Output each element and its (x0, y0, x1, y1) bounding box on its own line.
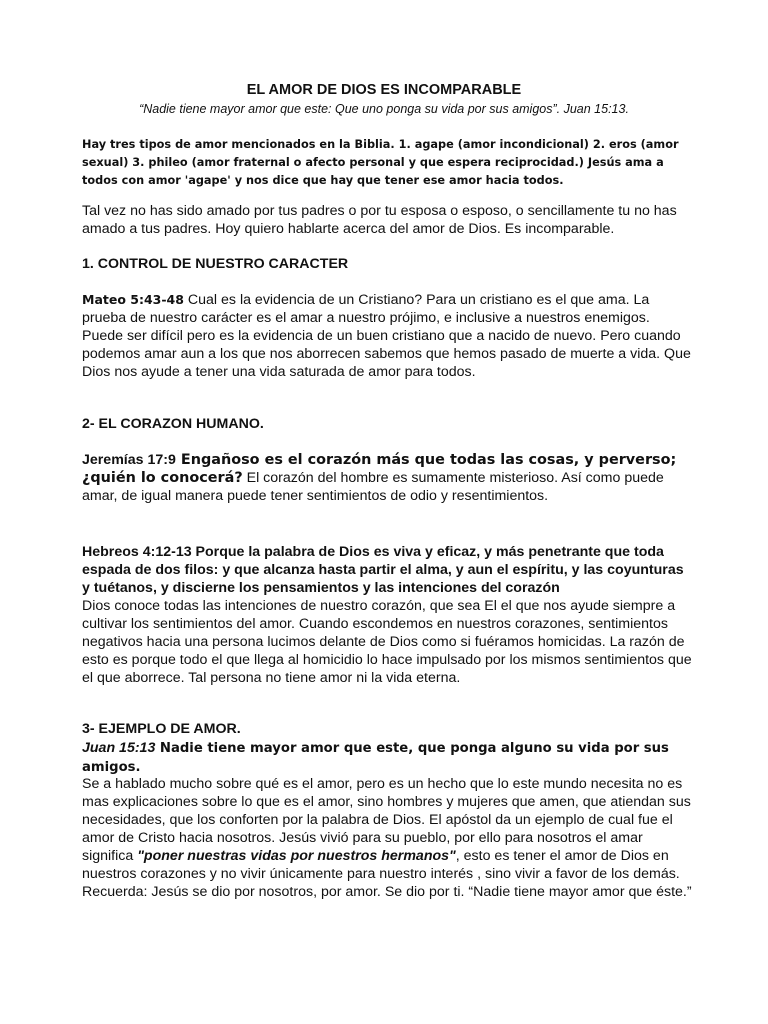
section-3-reference: Juan 15:13 (82, 740, 156, 756)
section-3-quote: "poner nuestras vidas por nuestros hermanos" (137, 848, 456, 864)
section-2-body: El corazón del hombre es sumamente misterioso. Así como puede amar, de igual manera puede tener sentimientos de odio y resentimientos. (82, 470, 664, 504)
section-3-paragraph (82, 775, 694, 901)
section-2-paragraph (82, 451, 694, 505)
hebreos-verse: Hebreos 4:12-13 Porque la palabra de Dios es viva y eficaz, y más penetrante que toda espada de dos filos: y que alcanza hasta partir el alma, y aun el espíritu, y las coyunturas y tuétanos, y discierne los pensamientos y las intenciones del corazón (82, 544, 684, 596)
opening-paragraph: Tal vez no has sido amado por tus padres o por tu esposa o esposo, o sencillamente tu no has amado a tus padres. Hoy quiero hablarte acerca del amor de Dios. Es incomparable. (82, 203, 677, 237)
document-title: EL AMOR DE DIOS ES INCOMPARABLE (246, 82, 522, 98)
section-3-verse-line (82, 739, 694, 777)
section-2-verse: Engañoso es el corazón más que todas las cosas, y perverso; ¿quién lo conocerá? (82, 452, 677, 486)
intro-paragraph: Hay tres tipos de amor mencionados en la Biblia. 1. agape (amor incondicional) 2. eros (amor sexual) 3. phileo (amor fraternal o afecto personal y que espera reciprocidad.) Jesús ama a todos con amor 'agape' y nos dice que hay que tener ese amor hacia todos. (82, 138, 679, 187)
section-1-body: Cual es la evidencia de un Cristiano? Para un cristiano es el que ama. La prueba de nuestro carácter es el amar a nuestro prójimo, e inclusive a nuestros enemigos. Puede ser difícil pero es la evidencia de un buen cristiano que a nacido de nuevo. Pero cuando podemos amar aun a los que nos aborrecen sabemos que hemos pasado de muerte a vida. Que Dios nos ayude a tener una vida saturada de amor para todos. (82, 292, 691, 380)
section-3-body-b: , esto es tener el amor de Dios en nuestros corazones y no vivir únicamente para nuestro interés , sino vivir a favor de los demás. Recuerda: Jesús se dio por nosotros, por amor. Se dio por ti. “Nadie tiene mayor amor que éste.” (82, 848, 692, 900)
epigraph-quote: “Nadie tiene mayor amor que este: Que uno ponga su vida por sus amigos”. Juan 15:13. (139, 102, 629, 116)
section-2-reference: Jeremías 17:9 (82, 452, 176, 468)
hebreos-commentary: Dios conoce todas las intenciones de nuestro corazón, que sea El el que nos ayude siempre a cultivar los sentimientos del amor. Cuando escondemos en nuestros corazones, sentimientos negativos hacia una persona lucimos delante de Dios como si fuéramos homicidas. La razón de esto es porque todo el que llega al homicidio lo hace impulsado por los mismos sentimientos que el que aborrece. Tal persona no tiene amor ni la vida eterna. (82, 598, 692, 686)
section-3-heading: 3- EJEMPLO DE AMOR. (82, 721, 241, 737)
section-1-heading: 1. CONTROL DE NUESTRO CARACTER (82, 256, 349, 272)
section-1-paragraph (82, 291, 694, 381)
section-3-verse: Nadie tiene mayor amor que este, que ponga alguno su vida por sus amigos. (82, 741, 669, 775)
section-2-heading: 2- EL CORAZON HUMANO. (82, 416, 264, 432)
section-3-body-a: Se a hablado mucho sobre qué es el amor, pero es un hecho que lo este mundo necesita no es mas explicaciones sobre lo que es el amor, sino hombres y mujeres que amen, que atiendan sus necesidades, que los conforten por la palabra de Dios. El apóstol da un ejemplo de cual fue el amor de Cristo hacia nosotros. Jesús vivió para su pueblo, por ello para nosotros el amar significa (82, 776, 691, 864)
section-1-reference: Mateo 5:43-48 (82, 292, 184, 307)
